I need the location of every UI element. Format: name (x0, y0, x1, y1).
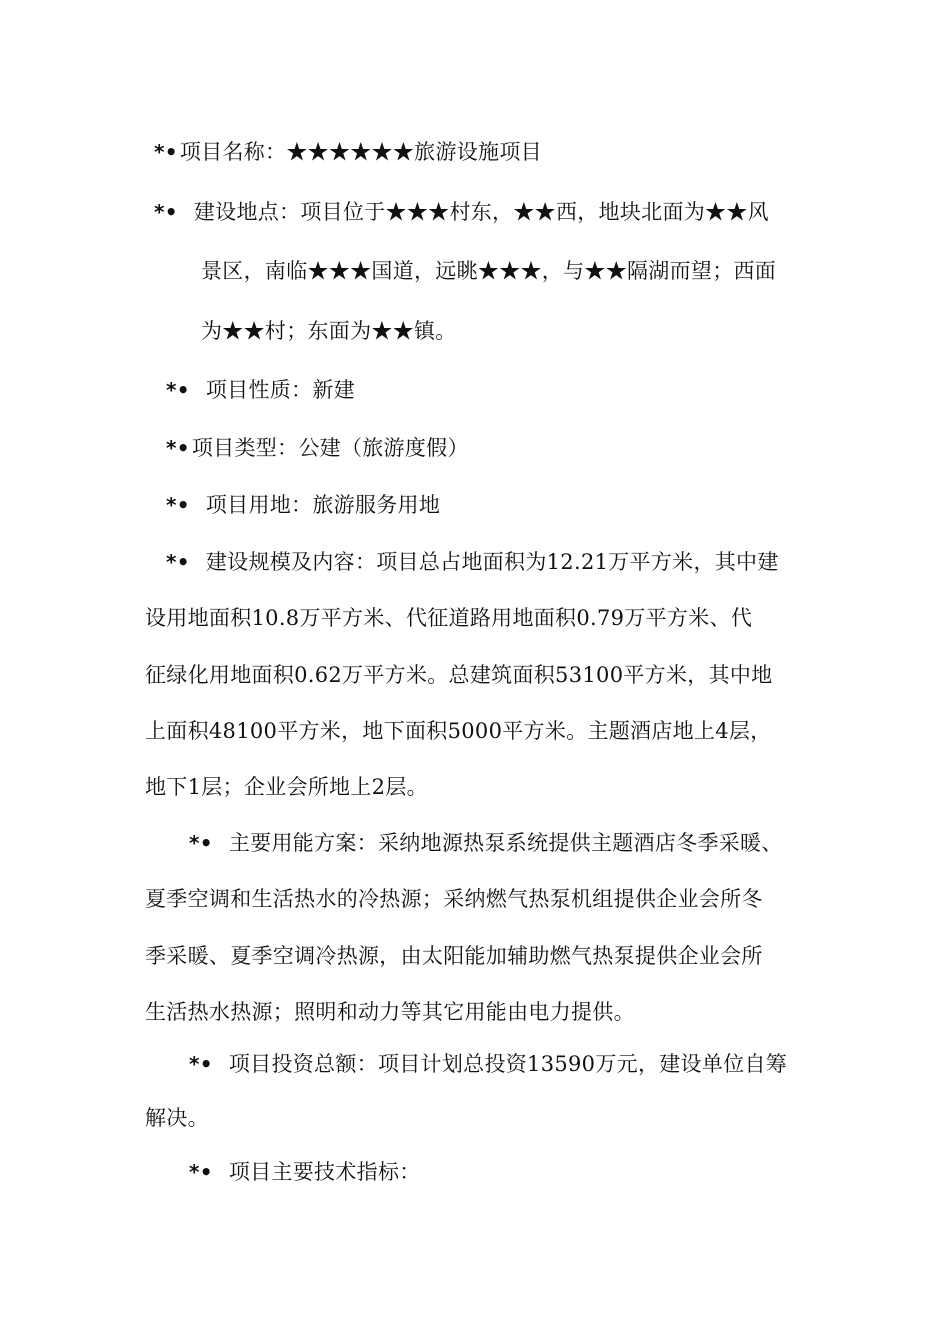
project-nature-line (166, 376, 355, 404)
bullet-marker: *• (166, 436, 190, 460)
energy-line-2 (145, 885, 763, 913)
scale-text-3: 征绿化用地面积0.62万平方米。总建筑面积53100平方米，其中地 (145, 663, 773, 687)
energy-text-1: 主要用能方案：采纳地源热泵系统提供主题酒店冬季采暖、 (228, 831, 783, 855)
location-line-1 (154, 198, 769, 226)
energy-text-2: 夏季空调和生活热水的冷热源；采纳燃气热泵机组提供企业会所冬 (145, 887, 763, 911)
bullet-marker: *• (166, 493, 190, 517)
scale-text-1: 建设规模及内容：项目总占地面积为12.21万平方米，其中建 (205, 550, 779, 574)
project-name-text: 项目名称：★★★★★★旅游设施项目 (179, 140, 542, 164)
scale-text-5: 地下1层；企业会所地上2层。 (145, 775, 428, 799)
indicators-line (189, 1158, 421, 1186)
project-land-text: 项目用地：旅游服务用地 (205, 493, 441, 517)
energy-text-3: 季采暖、夏季空调冷热源，由太阳能加辅助燃气热泵提供企业会所 (145, 944, 763, 968)
investment-line-2 (145, 1104, 209, 1132)
location-line-2 (201, 257, 776, 285)
scale-line-1 (166, 548, 779, 576)
bullet-marker: *• (189, 1160, 213, 1184)
location-text-3: 为★★村；东面为★★镇。 (201, 319, 457, 343)
energy-line-3 (145, 942, 763, 970)
bullet-marker: *• (154, 200, 178, 224)
location-line-3 (201, 317, 457, 345)
scale-text-2: 设用地面积10.8万平方米、代征道路用地面积0.79万平方米、代 (145, 606, 753, 630)
scale-text-4: 上面积48100平方米，地下面积5000平方米。主题酒店地上4层， (145, 719, 772, 743)
bullet-marker: *• (189, 831, 213, 855)
investment-line-1 (189, 1050, 787, 1078)
bullet-marker: *• (154, 140, 178, 164)
project-land-line (166, 491, 440, 519)
scale-line-2 (145, 604, 752, 632)
investment-text-1: 项目投资总额：项目计划总投资13590万元，建设单位自筹 (228, 1052, 788, 1076)
investment-text-2: 解决。 (145, 1106, 209, 1130)
project-type-text: 项目类型：公建（旅游度假） (191, 436, 469, 460)
energy-line-4 (145, 998, 635, 1026)
bullet-marker: *• (166, 378, 190, 402)
bullet-marker: *• (189, 1052, 213, 1076)
bullet-marker: *• (166, 550, 190, 574)
energy-line-1 (189, 829, 783, 857)
indicators-text: 项目主要技术指标： (228, 1160, 421, 1184)
scale-line-3 (145, 661, 772, 689)
scale-line-5 (145, 773, 428, 801)
project-nature-text: 项目性质：新建 (205, 378, 355, 402)
project-name-line (154, 138, 542, 166)
energy-text-4: 生活热水热源；照明和动力等其它用能由电力提供。 (145, 1000, 635, 1024)
project-type-line (166, 434, 469, 462)
location-text-1: 建设地点：项目位于★★★村东，★★西，地块北面为★★风 (193, 200, 769, 224)
location-text-2: 景区，南临★★★国道，远眺★★★，与★★隔湖而望；西面 (201, 259, 777, 283)
scale-line-4 (145, 717, 772, 745)
